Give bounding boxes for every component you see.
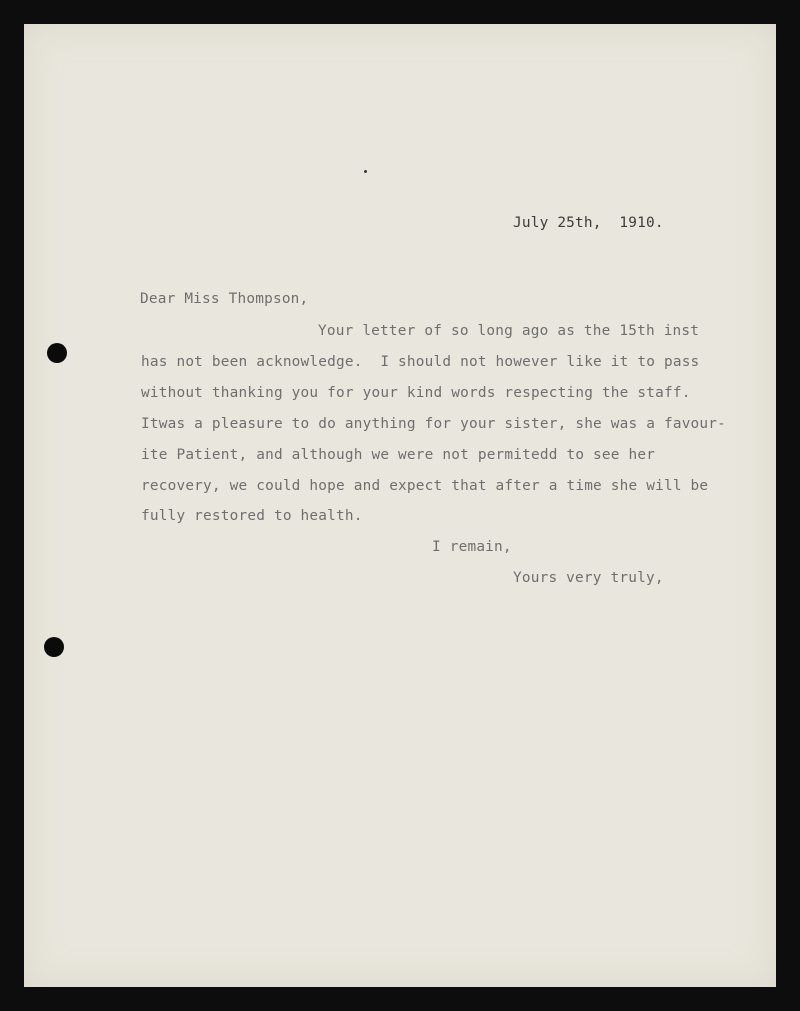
letter-salutation: Dear Miss Thompson, <box>140 291 309 307</box>
letter-body-line: without thanking you for your kind words respecting the staff. <box>141 385 691 401</box>
letter-body-line: recovery, we could hope and expect that after a time she will be <box>141 478 709 494</box>
letter-closing-remain: I remain, <box>432 539 512 555</box>
letter-body-line: ite Patient, and although we were not permitedd to see her <box>141 447 656 463</box>
letter-date: July 25th, 1910. <box>513 215 664 231</box>
letter-body-line: Your letter of so long ago as the 15th inst <box>318 323 700 339</box>
punch-hole-bottom <box>44 637 64 657</box>
punch-hole-top <box>47 343 67 363</box>
ink-speck <box>364 170 367 173</box>
letter-sheet <box>24 24 776 987</box>
letter-closing-signoff: Yours very truly, <box>513 570 664 586</box>
letter-body-line: Itwas a pleasure to do anything for your sister, she was a favour- <box>141 416 727 432</box>
letter-body-line: has not been acknowledge. I should not however like it to pass <box>141 354 700 370</box>
letter-body-line: fully restored to health. <box>141 508 363 524</box>
